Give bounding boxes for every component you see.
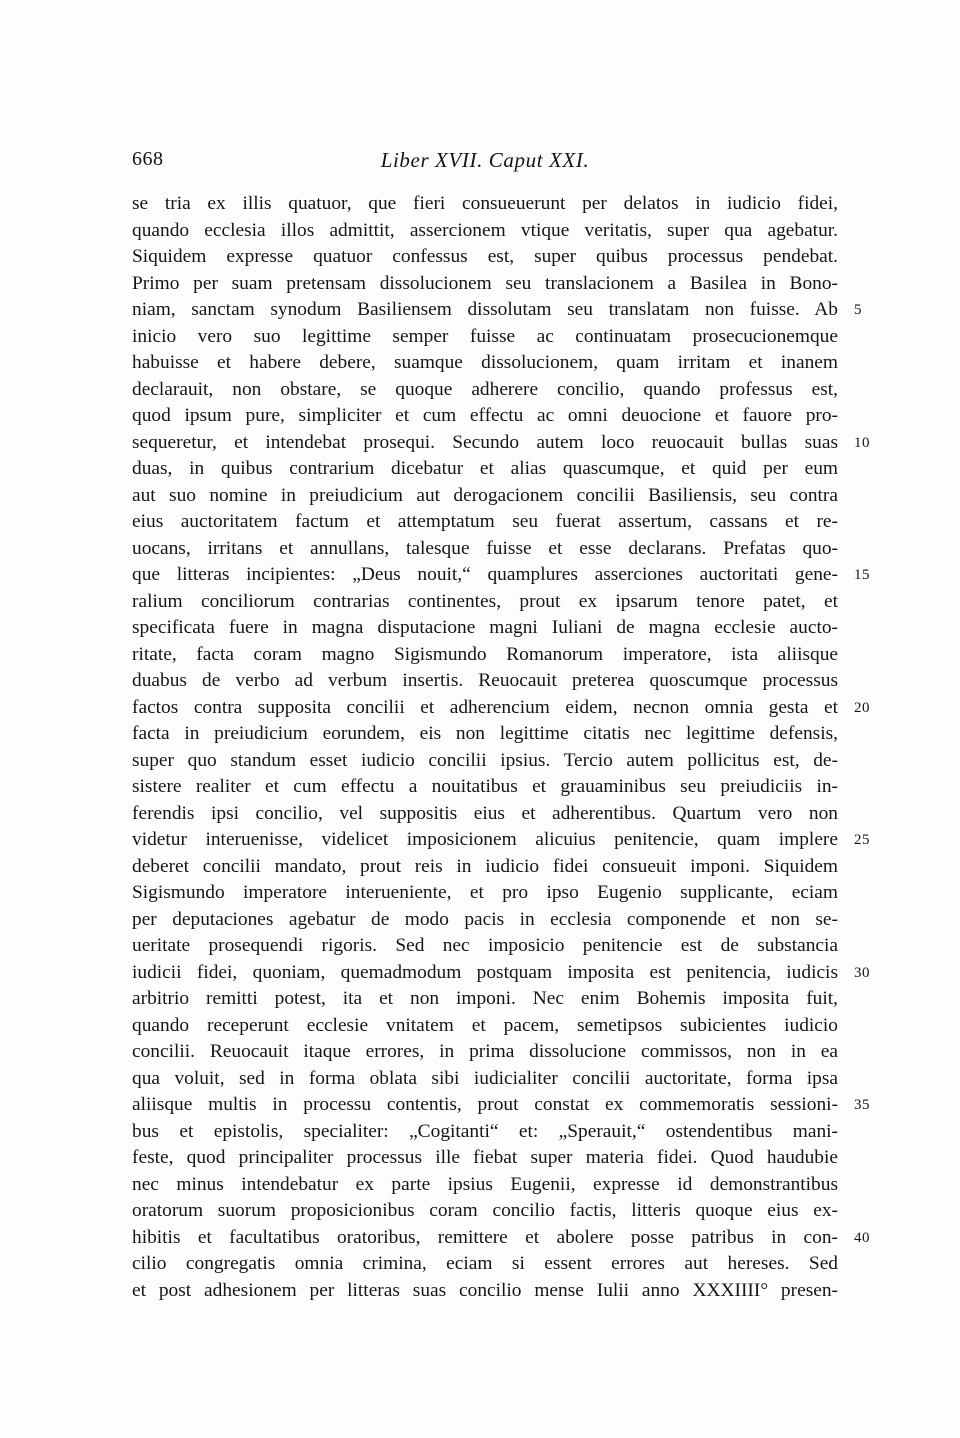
- line-text: uocans, irritans et annullans, talesque fuisse et esse declarans. Prefatas quo-: [132, 537, 838, 559]
- line-text: qua voluit, sed in forma oblata sibi iudicialiter concilii auctoritate, forma ipsa: [132, 1067, 838, 1089]
- line-text: Sigismundo imperatore interueniente, et pro ipso Eugenio supplicante, eciam: [132, 882, 838, 903]
- text-line: [132, 244, 838, 271]
- line-text: aliisque multis in processu contentis, prout constat ex commemoratis sessioni-: [132, 1094, 838, 1115]
- line-text: ralium conciliorum contrarias continentes, prout ex ipsarum tenore patet, et: [132, 590, 838, 612]
- text-line: [132, 1092, 870, 1119]
- line-text: bus et epistolis, specialiter: „Cogitanti“ et: „Sperauit,“ ostendentibus mani-: [132, 1120, 838, 1142]
- text-line: [132, 1198, 838, 1225]
- text-line: [132, 1251, 838, 1278]
- text-line: [132, 191, 838, 218]
- line-text: arbitrio remitti potest, ita et non imponi. Nec enim Bohemis imposita fuit,: [132, 988, 838, 1009]
- line-text: sequeretur, et intendebat prosequi. Secundo autem loco reuocauit bullas suas: [132, 431, 838, 453]
- line-text: niam, sanctam synodum Basiliensem dissolutam seu translatam non fuisse. Ab: [132, 299, 838, 320]
- text-line: [132, 1119, 838, 1146]
- text-line: [132, 271, 838, 298]
- line-text: quod ipsum pure, simpliciter et cum effectu ac omni deuocione et fauore pro-: [132, 405, 838, 426]
- line-number: 35: [854, 1097, 870, 1113]
- text-line: [132, 1013, 838, 1040]
- text-line: [132, 907, 838, 934]
- line-text: ferendis ipsi concilio, vel suppositis eius et adherentibus. Quartum vero non: [132, 802, 838, 824]
- line-text: inicio vero suo legittime semper fuisse ac continuatam prosecucionemque: [132, 325, 838, 347]
- line-text: et post adhesionem per litteras suas concilio mense Iulii anno XXXIIII° presen-: [132, 1279, 838, 1301]
- line-number: 30: [854, 964, 870, 981]
- text-line: [132, 483, 838, 510]
- text-line: [132, 880, 838, 907]
- text-line: [132, 218, 838, 245]
- line-text: ueritate prosequendi rigoris. Sed nec imposicio penitencie est de substancia: [132, 935, 838, 956]
- line-text: cilio congregatis omnia crimina, eciam si essent errores aut hereses. Sed: [132, 1253, 838, 1274]
- text-line: [132, 827, 870, 854]
- text-line: [132, 1066, 838, 1093]
- line-text: eius auctoritatem factum et attemptatum seu fuerat assertum, cassans et re-: [132, 511, 838, 532]
- line-text: duabus de verbo ad verbum insertis. Reuocauit preterea quoscumque processus: [132, 670, 838, 691]
- text-line: [132, 986, 838, 1013]
- text-line: [132, 1278, 838, 1305]
- text-line: [132, 1145, 838, 1172]
- text-line: [132, 1039, 838, 1066]
- text-line: [132, 774, 838, 801]
- text-line: [132, 721, 838, 748]
- text-line: [132, 509, 838, 536]
- line-text: videtur interuenisse, videlicet imposicionem alicuius penitencie, quam implere: [132, 829, 838, 850]
- line-text: factos contra supposita concilii et adherencium eidem, necnon omnia gesta et: [132, 696, 838, 718]
- text-line: [132, 403, 838, 430]
- text-line: [132, 589, 838, 616]
- line-text: ritate, facta coram magno Sigismundo Romanorum imperatore, ista aliisque: [132, 643, 838, 665]
- line-text: hibitis et facultatibus oratoribus, remittere et abolere posse patribus in con-: [132, 1226, 838, 1248]
- text-line: [132, 297, 862, 324]
- body-text: [132, 191, 870, 1304]
- text-line: [132, 1172, 838, 1199]
- line-text: Siquidem expresse quatuor confessus est, super quibus processus pendebat.: [132, 246, 838, 267]
- line-text: iudicii fidei, quoniam, quemadmodum postquam imposita est penitencia, iudicis: [132, 961, 838, 983]
- line-text: quando receperunt ecclesie vnitatem et pacem, semetipsos subicientes iudicio: [132, 1014, 838, 1036]
- text-line: [132, 324, 838, 351]
- line-text: deberet concilii mandato, prout reis in iudicio fidei consueuit imponi. Siquidem: [132, 855, 838, 877]
- running-title: Liber XVII. Caput XXI.: [380, 148, 590, 172]
- text-line: [132, 562, 870, 589]
- line-text: habuisse et habere debere, suamque dissolucionem, quam irritam et inanem: [132, 352, 838, 373]
- line-text: specificata fuere in magna disputacione magni Iuliani de magna ecclesie aucto-: [132, 617, 838, 638]
- line-text: Primo per suam pretensam dissolucionem seu translacionem a Basilea in Bono-: [132, 272, 838, 294]
- text-line: [132, 377, 838, 404]
- line-text: per deputaciones agebatur de modo pacis in ecclesia componende et non se-: [132, 908, 838, 930]
- text-line: [132, 615, 838, 642]
- line-number: 5: [854, 302, 862, 318]
- line-text: se tria ex illis quatuor, que fieri consueuerunt per delatos in iudicio fidei,: [132, 193, 838, 214]
- line-number: 15: [854, 567, 870, 583]
- text-line: [132, 748, 838, 775]
- line-text: declarauit, non obstare, se quoque adherere concilio, quando professus est,: [132, 378, 838, 400]
- page-header: [132, 148, 838, 174]
- text-line: [132, 854, 838, 881]
- text-line: [132, 801, 838, 828]
- line-text: aut suo nomine in preiudicium aut derogacionem concilii Basiliensis, seu contra: [132, 484, 838, 506]
- line-text: quando ecclesia illos admittit, assercionem vtique veritatis, super qua agebatur.: [132, 219, 838, 241]
- line-number: 10: [854, 434, 870, 451]
- text-line: [132, 695, 870, 722]
- text-line: [132, 536, 838, 563]
- line-number: 20: [854, 699, 870, 716]
- line-text: feste, quod principaliter processus ille fiebat super materia fidei. Quod haudubie: [132, 1147, 838, 1168]
- line-text: super quo standum esset iudicio concilii ipsius. Tercio autem pollicitus est, de-: [132, 749, 838, 771]
- line-text: nec minus intendebatur ex parte ipsius Eugenii, expresse id demonstrantibus: [132, 1173, 838, 1195]
- line-text: facta in preiudicium eorundem, eis non legittime citatis nec legittime defensis,: [132, 723, 838, 744]
- text-line: [132, 668, 838, 695]
- page-number: 668: [132, 148, 164, 170]
- line-text: concilii. Reuocauit itaque errores, in prima dissolucione commissos, non in ea: [132, 1041, 838, 1062]
- text-line: [132, 642, 838, 669]
- text-line: [132, 456, 838, 483]
- line-text: que litteras incipientes: „Deus nouit,“ quamplures asserciones auctoritati gene-: [132, 564, 838, 585]
- text-line: [132, 430, 870, 457]
- line-number: 25: [854, 832, 870, 848]
- text-line: [132, 1225, 870, 1252]
- text-line: [132, 960, 870, 987]
- line-text: duas, in quibus contrarium dicebatur et alias quascumque, et quid per eum: [132, 458, 838, 479]
- line-text: oratorum suorum proposicionibus coram concilio factis, litteris quoque eius ex-: [132, 1200, 838, 1221]
- line-number: 40: [854, 1229, 870, 1246]
- text-line: [132, 933, 838, 960]
- text-line: [132, 350, 838, 377]
- line-text: sistere realiter et cum effectu a nouitatibus et grauaminibus seu preiudiciis in-: [132, 776, 838, 797]
